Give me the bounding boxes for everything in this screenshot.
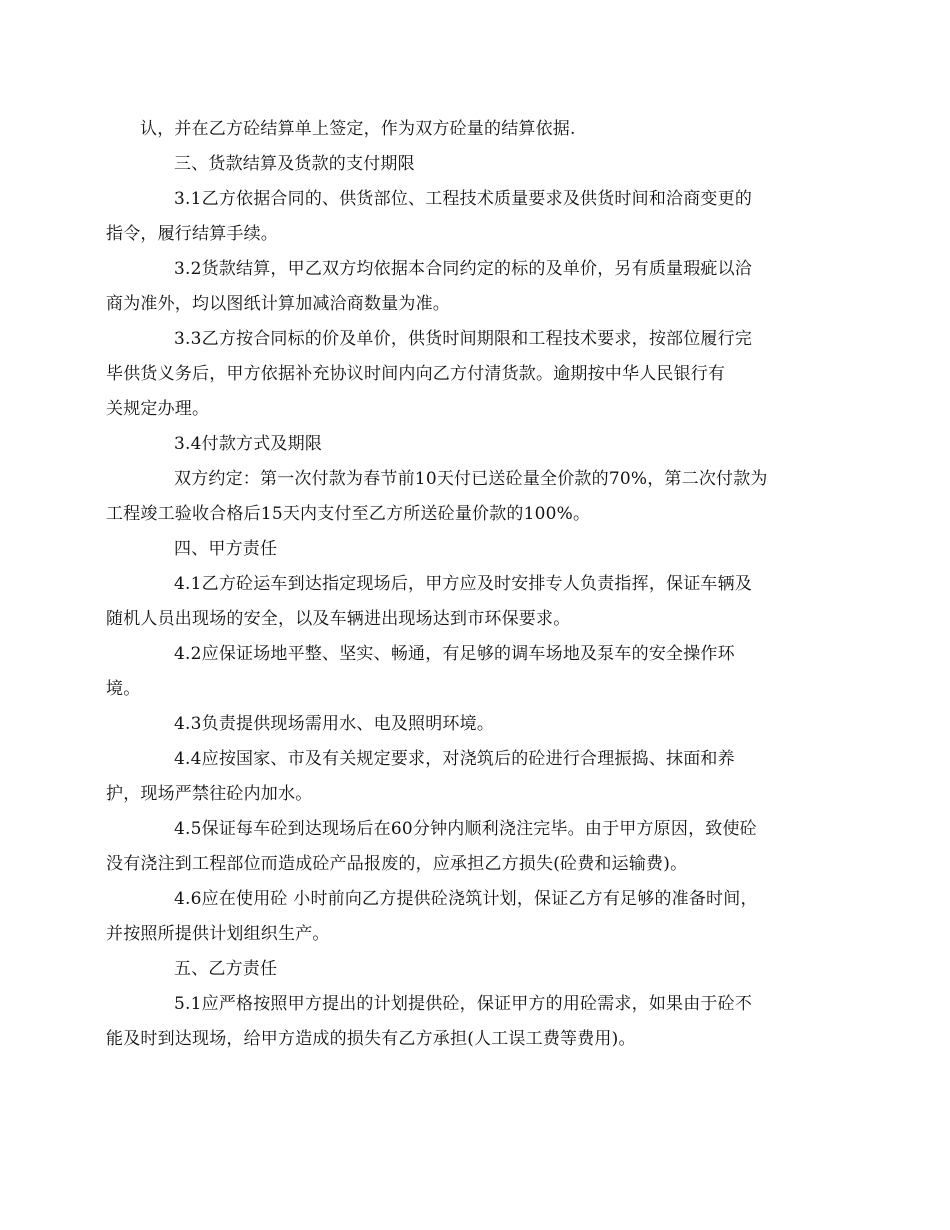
text-line: 4.1乙方砼运车到达指定现场后，甲方应及时安排专人负责指挥，保证车辆及 — [174, 574, 753, 594]
clause-4-3 — [140, 707, 820, 742]
clause-5-1 — [106, 987, 820, 1057]
text-line: 商为准外，均以图纸计算加减洽商数量为准。 — [106, 294, 450, 314]
text-line: 5.1应严格按照甲方提出的计划提供砼，保证甲方的用砼需求，如果由于砼不 — [174, 994, 753, 1014]
section-heading-party-b — [140, 952, 820, 987]
clause-4-4 — [106, 742, 820, 812]
text-line: 关规定办理。 — [106, 399, 210, 419]
clause-4-1 — [106, 567, 820, 637]
section-heading-party-a — [140, 532, 820, 567]
text-line: 并按照所提供计划组织生产。 — [106, 924, 330, 944]
text-line: 双方约定：第一次付款为春节前10天付已送砼量全价款的70%，第二次付款为 — [174, 469, 768, 489]
text-line: 3.4付款方式及期限 — [174, 434, 323, 454]
clause-3-3 — [106, 322, 820, 427]
text-line: 3.3乙方按合同标的价及单价，供货时间期限和工程技术要求，按部位履行完 — [174, 329, 753, 349]
clause-3-2 — [106, 252, 820, 322]
text-line: 境。 — [106, 679, 141, 699]
document-page — [106, 112, 820, 1057]
text-line: 三、货款结算及货款的支付期限 — [174, 154, 415, 174]
text-line: 四、甲方责任 — [174, 539, 278, 559]
text-line: 4.3负责提供现场需用水、电及照明环境。 — [174, 714, 495, 734]
text-line: 指令，履行结算手续。 — [106, 224, 278, 244]
text-line: 护，现场严禁往砼内加水。 — [106, 784, 313, 804]
text-line: 3.2货款结算，甲乙双方均依据本合同约定的标的及单价，另有质量瑕疵以洽 — [174, 259, 753, 279]
paragraph — [140, 112, 820, 147]
text-line: 能及时到达现场，给甲方造成的损失有乙方承担(人工误工费等费用)。 — [106, 1029, 636, 1049]
payment-agreement — [106, 462, 820, 532]
text-line: 随机人员出现场的安全，以及车辆进出现场达到市环保要求。 — [106, 609, 571, 629]
text-line: 4.6应在使用砼 小时前向乙方提供砼浇筑计划，保证乙方有足够的准备时间， — [174, 889, 758, 909]
text-line: 4.4应按国家、市及有关规定要求，对浇筑后的砼进行合理振捣、抹面和养 — [174, 749, 735, 769]
text-line: 工程竣工验收合格后15天内支付至乙方所送砼量价款的100%。 — [106, 504, 591, 524]
text-line: 毕供货义务后，甲方依据补充协议时间内向乙方付清货款。逾期按中华人民银行有 — [106, 364, 726, 384]
text-line: 4.2应保证场地平整、坚实、畅通，有足够的调车场地及泵车的安全操作环 — [174, 644, 735, 664]
text-line: 没有浇注到工程部位而造成砼产品报废的，应承担乙方损失(砼费和运输费)。 — [106, 854, 688, 874]
text-line: 五、乙方责任 — [174, 959, 278, 979]
text-line: 认，并在乙方砼结算单上签定，作为双方砼量的结算依据. — [140, 119, 576, 139]
text-line: 4.5保证每车砼到达现场后在60分钟内顺利浇注完毕。由于甲方原因，致使砼 — [174, 819, 757, 839]
section-heading-payment — [140, 147, 820, 182]
clause-4-6 — [106, 882, 820, 952]
clause-4-2 — [106, 637, 820, 707]
text-line: 3.1乙方依据合同的、供货部位、工程技术质量要求及供货时间和洽商变更的 — [174, 189, 753, 209]
clause-3-4 — [140, 427, 820, 462]
clause-3-1 — [106, 182, 820, 252]
clause-4-5 — [106, 812, 820, 882]
